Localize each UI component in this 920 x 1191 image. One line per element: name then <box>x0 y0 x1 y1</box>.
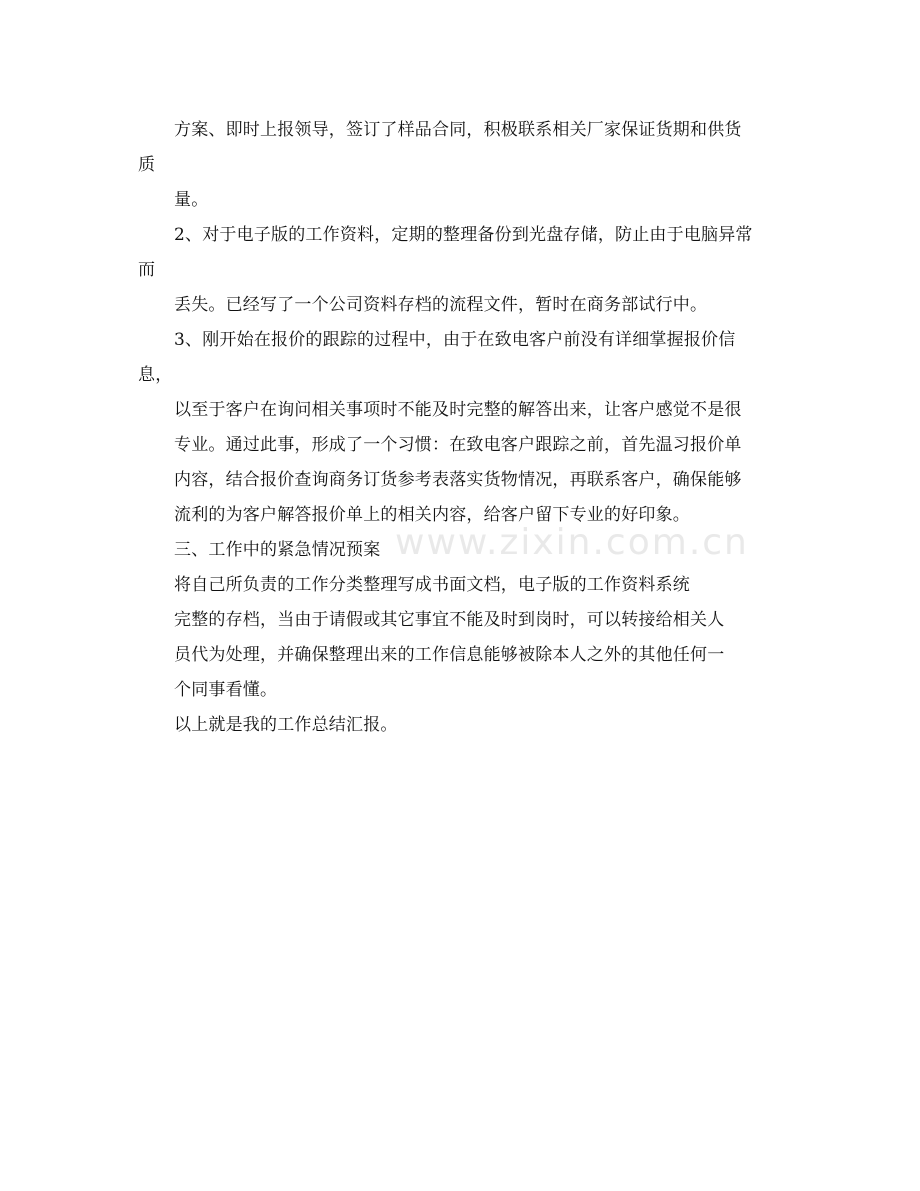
paragraph-line: 而 <box>138 260 156 280</box>
paragraph-line: 量。 <box>174 190 209 210</box>
paragraph-line: 息， <box>138 365 173 385</box>
paragraph-line: 流利的为客户解答报价单上的相关内容，给客户留下专业的好印象。 <box>174 505 690 525</box>
paragraph-line: 员代为处理，并确保整理出来的工作信息能够被除本人之外的其他任何一 <box>174 645 725 665</box>
paragraph-line: 2、对于电子版的工作资料，定期的整理备份到光盘存储，防止由于电脑异常 <box>174 225 753 245</box>
paragraph-line: 将自己所负责的工作分类整理写成书面文档，电子版的工作资料系统 <box>174 575 690 595</box>
closing-line: 以上就是我的工作总结汇报。 <box>174 715 398 735</box>
paragraph-line: 丢失。已经写了一个公司资料存档的流程文件，暂时在商务部试行中。 <box>174 295 708 315</box>
paragraph-line: 质 <box>138 155 156 175</box>
paragraph-line: 个同事看懂。 <box>174 680 278 700</box>
paragraph-line: 3、刚开始在报价的跟踪的过程中，由于在致电客户前没有详细掌握报价信 <box>174 330 736 350</box>
paragraph-line: 内容，结合报价查询商务订货参考表落实货物情况，再联系客户，确保能够 <box>174 470 742 490</box>
section-heading: 三、工作中的紧急情况预案 <box>174 540 381 560</box>
paragraph-line: 完整的存档，当由于请假或其它事宜不能及时到岗时，可以转接给相关人 <box>174 610 725 630</box>
paragraph-line: 专业。通过此事，形成了一个习惯：在致电客户跟踪之前，首先温习报价单 <box>174 435 742 455</box>
paragraph-line: 以至于客户在询问相关事项时不能及时完整的解答出来，让客户感觉不是很 <box>174 400 742 420</box>
watermark-text: www.zixin.com.cn <box>395 522 749 563</box>
paragraph-line: 方案、即时上报领导，签订了样品合同，积极联系相关厂家保证货期和供货 <box>174 120 742 140</box>
